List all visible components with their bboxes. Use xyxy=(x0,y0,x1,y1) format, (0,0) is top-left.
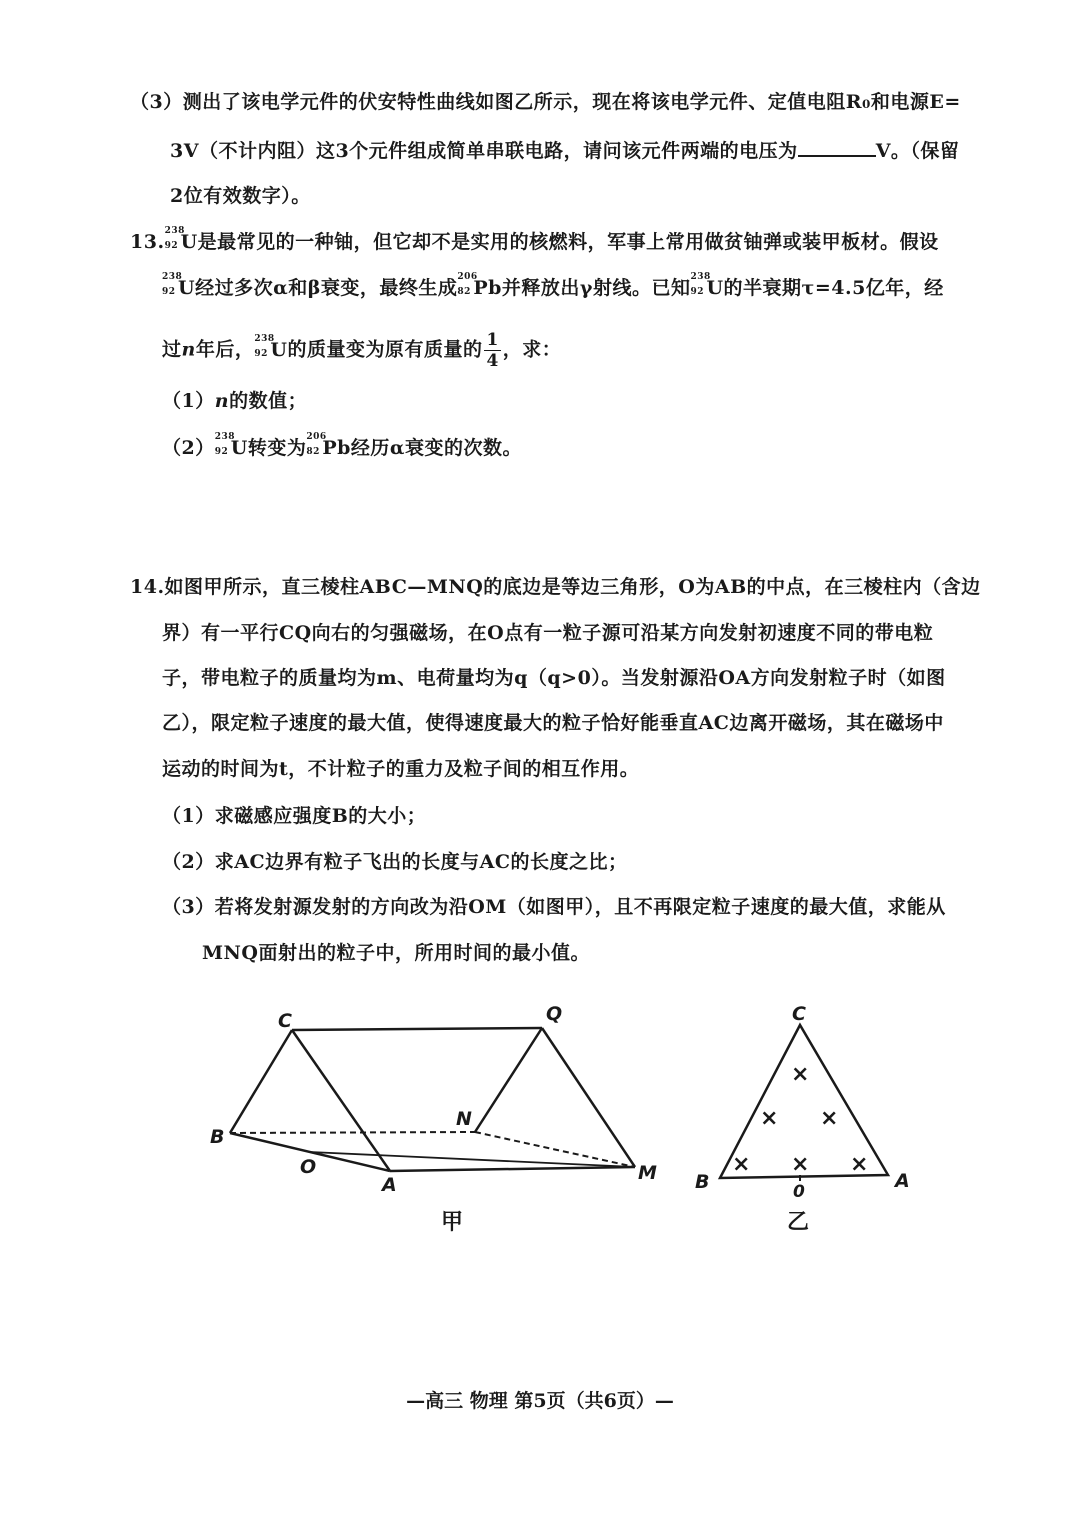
uranium-238-symbol: 238 92 U xyxy=(164,226,198,253)
q14-part1: （1）求磁感应强度B的大小； xyxy=(162,805,427,827)
caption-yi: 乙 xyxy=(787,1209,810,1235)
lead-206-symbol: 206 82 Pb xyxy=(457,272,502,299)
q13-line2: 238 92 U经过多次α和β衰变，最终生成 206 82 Pb并释放出γ射线。已知 238 92 U的半衰期τ=4.5亿年，经 xyxy=(162,272,944,299)
label-a: A xyxy=(895,1170,910,1192)
q13-part1: （1）n的数值； xyxy=(162,390,308,412)
q14-part3-line2: MNQ面射出的粒子中，所用时间的最小值。 xyxy=(202,942,590,964)
q14-line3: 子，带电粒子的质量均为m、电荷量均为q（q>0）。当发射源沿OA方向发射粒子时（如图 xyxy=(162,667,946,689)
label-b: B xyxy=(695,1171,710,1193)
label-a: A xyxy=(382,1174,397,1196)
label-c: C xyxy=(278,1010,292,1032)
uranium-238-symbol: 238 92 U xyxy=(254,333,288,361)
edge-bn-hidden xyxy=(230,1132,475,1133)
q14-line1: 14.如图甲所示，直三棱柱ABC—MNQ的底边是等边三角形，O为AB的中点，在三棱柱内（含边 xyxy=(130,576,981,598)
q14-part3: （3）若将发射源发射的方向改为沿OM（如图甲），且不再限定粒子速度的最大值，求能从 xyxy=(162,896,946,918)
q14-line2: 界）有一平行CQ向右的匀强磁场，在O点有一粒子源可沿某方向发射初速度不同的带电粒 xyxy=(162,622,934,644)
label-b: B xyxy=(210,1126,225,1148)
uranium-238-symbol: 238 92 U xyxy=(690,272,724,299)
q14-line5: 运动的时间为t，不计粒子的重力及粒子间的相互作用。 xyxy=(162,758,640,780)
uranium-238-symbol: 238 92 U xyxy=(214,432,248,459)
caption-jia: 甲 xyxy=(441,1209,464,1235)
edge-nm-hidden xyxy=(475,1132,635,1167)
label-m: M xyxy=(638,1162,657,1184)
label-q: Q xyxy=(546,1003,563,1025)
field-mark: × xyxy=(760,1106,779,1131)
uranium-238-symbol: 238 92 U xyxy=(162,272,196,299)
triangle-figure xyxy=(690,995,920,1205)
edge-qn xyxy=(475,1028,542,1132)
field-mark: × xyxy=(820,1106,839,1131)
label-o: 0 xyxy=(793,1182,805,1202)
label-n: N xyxy=(456,1108,472,1130)
q13-part2: （2） 238 92 U转变为 206 82 Pb经历α衰变的次数。 xyxy=(162,432,523,459)
field-mark: × xyxy=(791,1152,810,1177)
q14-line4: 乙），限定粒子速度的最大值，使得速度最大的粒子恰好能垂直AC边离开磁场，其在磁场中 xyxy=(162,712,944,734)
edge-ca xyxy=(292,1030,390,1171)
q14-part2: （2）求AC边界有粒子飞出的长度与AC的长度之比； xyxy=(162,851,628,873)
field-mark: × xyxy=(850,1152,869,1177)
edge-qm xyxy=(542,1028,635,1167)
prism-figure xyxy=(190,995,680,1205)
answer-blank xyxy=(798,137,876,157)
q13-line1: 13. 238 92 U是最常见的一种铀，但它却不是实用的核燃料，军事上常用做贫铀弹或装甲板材。假设 xyxy=(130,226,939,253)
field-mark: × xyxy=(791,1062,810,1087)
label-c: C xyxy=(792,1003,806,1025)
q12-part3-line2: 3V（不计内阻）这3个元件组成简单串联电路，请问该元件两端的电压为 V。（保留 xyxy=(170,137,959,164)
q12-part3-line1: （3）测出了该电学元件的伏安特性曲线如图乙所示，现在将该电学元件、定值电阻R₀和电源E= xyxy=(130,91,961,113)
lead-206-symbol: 206 82 Pb xyxy=(306,432,351,459)
one-quarter-fraction: $\frac{1}{4}$ xyxy=(486,330,499,371)
label-o: O xyxy=(300,1156,317,1178)
edge-cq xyxy=(292,1028,542,1030)
q12-part3-line3: 2位有效数字）。 xyxy=(170,185,311,207)
edge-cb xyxy=(230,1030,292,1133)
q13-line3: 过n年后， 238 92 U的质量变为原有质量的 $\frac{1}{4}$ ，求： xyxy=(162,330,562,371)
page-footer: —高三 物理 第5页（共6页）— xyxy=(406,1390,674,1412)
edge-am xyxy=(390,1167,635,1171)
field-mark: × xyxy=(732,1152,751,1177)
